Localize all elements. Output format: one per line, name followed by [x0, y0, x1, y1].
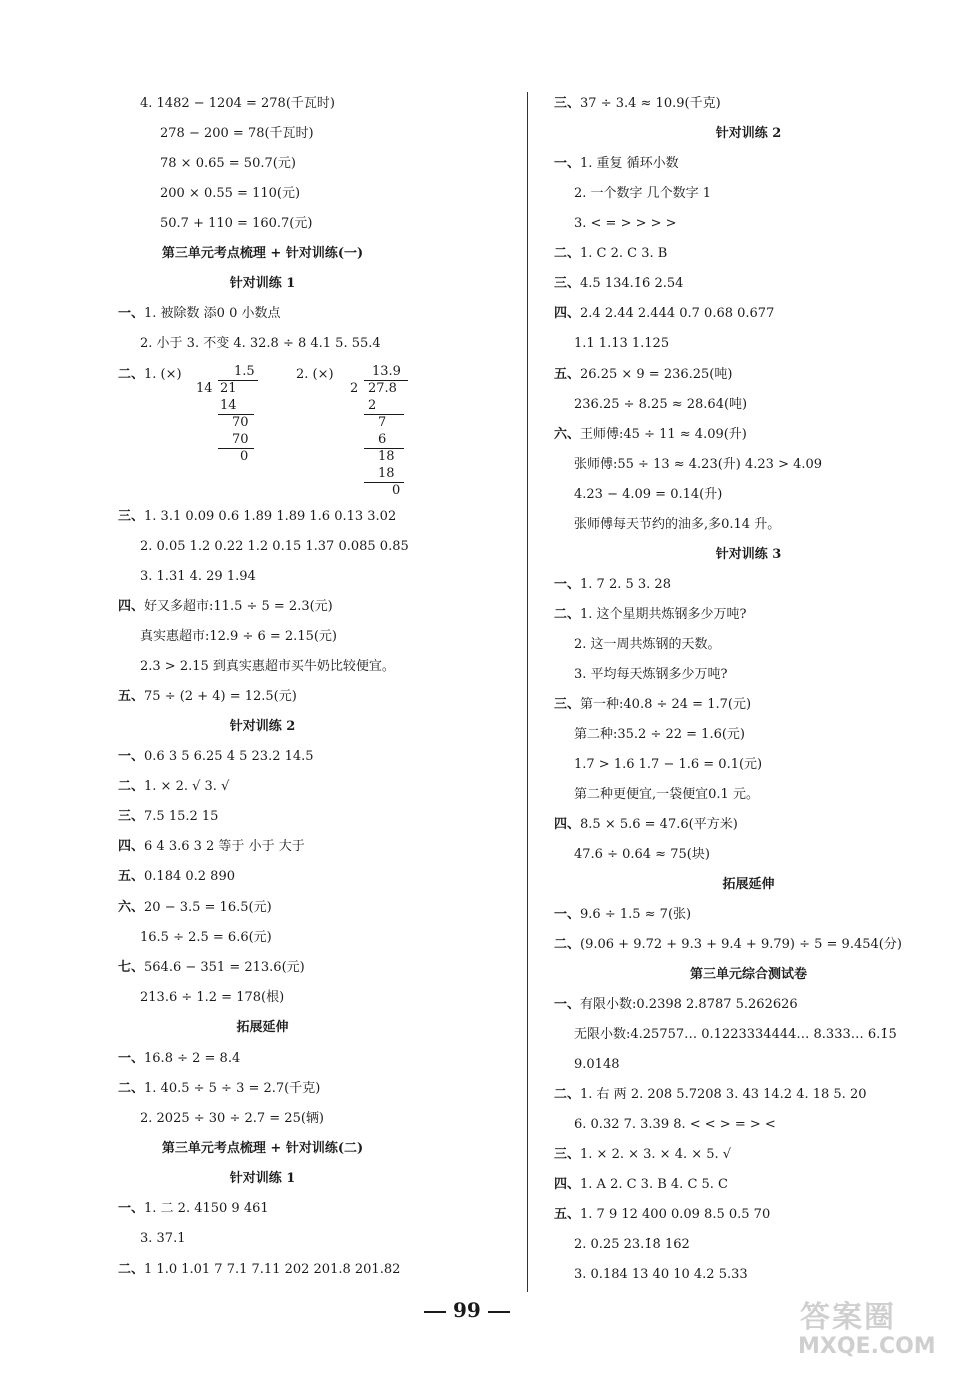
text-line: 二、1. 40.5 ÷ 5 ÷ 3 = 2.7(千克) [118, 1081, 321, 1096]
division-step: 18 [378, 466, 395, 481]
text-line: 三、第一种:40.8 ÷ 24 = 1.7(元) [554, 697, 752, 712]
text-line: 一、有限小数:0.2398 2.8787 5.262626 [554, 997, 798, 1012]
text-line: 4. 1482 − 1204 = 278(千瓦时) [140, 96, 335, 111]
subsection-heading: 拓展延伸 [722, 877, 775, 892]
division-step: 70 [232, 432, 249, 447]
text-line: 五、0.184 0.2 890 [118, 869, 235, 884]
text-line: 200 × 0.55 = 110(元) [160, 186, 301, 201]
text-line: 四、2.4 2.44 2.444 0.7 0.68 0.677 [554, 306, 775, 321]
division-quotient: 13.9 [372, 364, 401, 379]
text-line: 3. 平均每天炼钢多少万吨? [574, 667, 728, 682]
text-line: 47.6 ÷ 0.64 ≈ 75(块) [574, 847, 710, 862]
text-line: 二、1. 这个星期共炼钢多少万吨? [554, 607, 747, 622]
text-line: 六、王师傅:45 ÷ 11 ≈ 4.09(升) [554, 427, 747, 442]
subsection-heading: 针对训练 1 [229, 1171, 296, 1186]
division-step: 18 [378, 449, 395, 464]
text-line: 一、1. 被除数 添0 0 小数点 [118, 306, 281, 321]
text-line: 3. 37.1 [140, 1231, 186, 1246]
text-line: 二、1. C 2. C 3. B [554, 246, 668, 261]
text-line: 张师傅:55 ÷ 13 ≈ 4.23(升) 4.23 > 4.09 [574, 457, 823, 472]
text-line: 3. < = > > > > [574, 216, 677, 231]
text-line: 2. 0.25 23.1̇8̇ 162 [574, 1237, 690, 1252]
text-line: 四、1. A 2. C 3. B 4. C 5. C [554, 1177, 729, 1192]
text-line: 9.0148 [574, 1057, 620, 1072]
watermark-text: 答案圈 [800, 1300, 896, 1335]
text-line: 4.23 − 4.09 = 0.14(升) [574, 487, 723, 502]
text-line: 二、1. × 2. √ 3. √ [118, 779, 230, 794]
division-step: 14 [220, 398, 237, 413]
text-line: 三、1. × 2. × 3. × 4. × 5. √ [554, 1147, 732, 1162]
section-heading: 第三单元考点梳理 + 针对训练(一) [161, 246, 364, 261]
subsection-heading: 拓展延伸 [236, 1020, 289, 1035]
text-line: 六、20 − 3.5 = 16.5(元) [118, 900, 272, 915]
text-line: 2. (×) [296, 367, 334, 382]
text-line: 一、1. 二 2. 4150 9 461 [118, 1201, 269, 1216]
text-line: 二、1. (×) [118, 367, 182, 382]
division-step: 6 [378, 432, 387, 447]
page-number-dash [488, 1311, 510, 1313]
division-dividend: 27.8 [368, 381, 397, 396]
text-line: 五、1. 7 9 12 400 0.09 8.5 0.5 70 [554, 1207, 771, 1222]
division-step: 2 [368, 398, 377, 413]
text-line: 七、564.6 − 351 = 213.6(元) [118, 960, 305, 975]
text-line: 张师傅每天节约的油多,多0.14 升。 [574, 517, 781, 532]
text-line: 四、8.5 × 5.6 = 47.6(平方米) [554, 817, 738, 832]
page-number: 99 [453, 1298, 481, 1322]
text-line: 真实惠超市:12.9 ÷ 6 = 2.15(元) [140, 629, 337, 644]
subsection-heading: 针对训练 1 [229, 276, 296, 291]
watermark-logo [790, 1290, 960, 1370]
text-line: 2. 小于 3. 不变 4. 32.8 ÷ 8 4.1 5. 55.4 [140, 336, 381, 351]
text-line: 2. 一个数字 几个数字 1 [574, 186, 712, 201]
text-line: 四、好又多超市:11.5 ÷ 5 = 2.3(元) [118, 599, 333, 614]
text-line: 五、26.25 × 9 = 236.25(吨) [554, 367, 733, 382]
division-divisor: 14 [196, 381, 213, 396]
text-line: 第二种更便宜,一袋便宜0.1 元。 [574, 787, 759, 802]
text-line: 1.7 > 1.6 1.7 − 1.6 = 0.1(元) [574, 757, 763, 772]
subsection-heading: 针对训练 2 [715, 126, 782, 141]
text-line: 一、16.8 ÷ 2 = 8.4 [118, 1051, 241, 1066]
long-division-1 [196, 364, 266, 464]
division-step: 70 [232, 415, 249, 430]
division-step: 0 [240, 449, 249, 464]
text-line: 3. 1.31 4. 29 1.94 [140, 569, 256, 584]
text-line: 50.7 + 110 = 160.7(元) [160, 216, 313, 231]
text-line: 78 × 0.65 = 50.7(元) [160, 156, 296, 171]
long-division-2 [350, 364, 420, 500]
text-line: 一、0.6 3 5 6.25 4 5 23.2 14.5 [118, 749, 314, 764]
text-line: 一、9.6 ÷ 1.5 ≈ 7(张) [554, 907, 692, 922]
text-line: 3. 0.184 13 40 10 4.2 5.33 [574, 1267, 748, 1282]
text-line: 2. 2025 ÷ 30 ÷ 2.7 = 25(辆) [140, 1111, 324, 1126]
text-line: 二、1 1.0 1.01 7 7.1 7.11 202 201.8 201.82 [118, 1262, 401, 1277]
text-line: 213.6 ÷ 1.2 = 178(根) [140, 990, 285, 1005]
division-dividend: 21 [220, 381, 237, 396]
division-divisor: 2 [350, 381, 359, 396]
division-step: 7 [378, 415, 387, 430]
text-line: 一、1. 7 2. 5 3. 28 [554, 577, 671, 592]
text-line: 236.25 ÷ 8.25 ≈ 28.64(吨) [574, 397, 748, 412]
text-line: 四、6 4 3.6 3 2 等于 小于 大于 [118, 839, 305, 854]
text-line: 2. 0.05 1.2 0.22 1.2 0.15 1.37 0.085 0.85 [140, 539, 409, 554]
text-line: 278 − 200 = 78(千瓦时) [160, 126, 314, 141]
text-line: 16.5 ÷ 2.5 = 6.6(元) [140, 930, 272, 945]
text-line: 二、(9.06 + 9.72 + 9.3 + 9.4 + 9.79) ÷ 5 = 9.454(分) [554, 937, 902, 952]
text-line: 三、37 ÷ 3.4 ≈ 10.9(千克) [554, 96, 721, 111]
text-line: 6. 0.32 7. 3.39 8. < < > = > < [574, 1117, 776, 1132]
text-line: 2. 这一周共炼钢的天数。 [574, 637, 721, 652]
text-line: 一、1. 重复 循环小数 [554, 156, 679, 171]
text-line: 无限小数:4.25757… 0.1223334444… 8.333… 6.1̇5̇ [574, 1027, 897, 1042]
text-line: 三、1. 3.1 0.09 0.6 1.89 1.89 1.6 0.13 3.02 [118, 509, 397, 524]
text-line: 1.1 1.13 1.125 [574, 336, 670, 351]
watermark-url: MXQE.COM [798, 1334, 936, 1359]
text-line: 二、1. 右 两 2. 208 5.7208 3. 43 14.2 4. 18 5. 20 [554, 1087, 867, 1102]
page-number-dash [424, 1311, 446, 1313]
section-heading: 第三单元综合测试卷 [689, 967, 807, 982]
text-line: 三、4.5 134.1̇6̇ 2.54 [554, 276, 684, 291]
text-line: 2.3 > 2.15 到真实惠超市买牛奶比较便宜。 [140, 659, 395, 674]
division-step: 0 [392, 483, 401, 498]
text-line: 五、75 ÷ (2 + 4) = 12.5(元) [118, 689, 297, 704]
subsection-heading: 针对训练 2 [229, 719, 296, 734]
division-quotient: 1.5 [234, 364, 255, 379]
section-heading: 第三单元考点梳理 + 针对训练(二) [161, 1141, 364, 1156]
text-line: 三、7.5 15.2 15 [118, 809, 219, 824]
text-line: 第二种:35.2 ÷ 22 = 1.6(元) [574, 727, 745, 742]
subsection-heading: 针对训练 3 [715, 547, 782, 562]
column-divider [527, 92, 528, 1292]
